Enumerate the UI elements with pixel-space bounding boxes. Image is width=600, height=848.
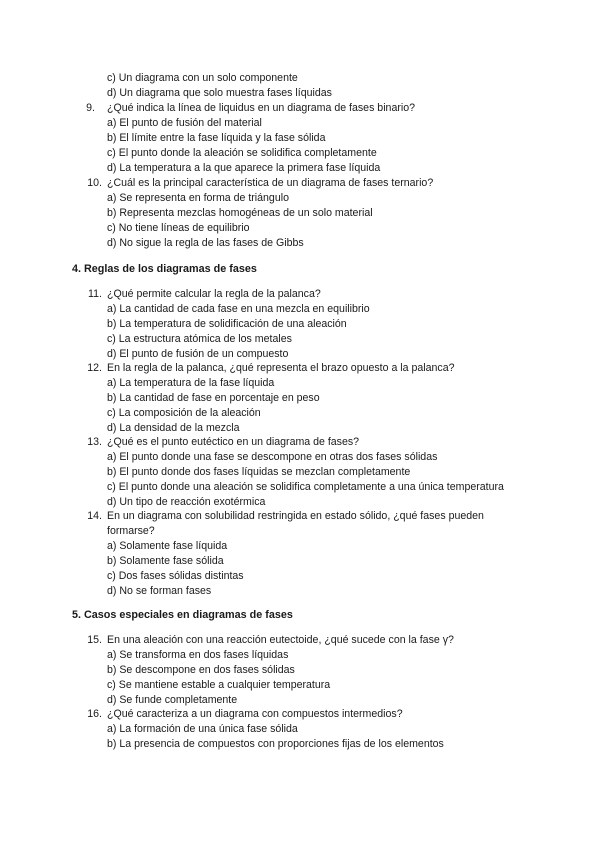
question-text: En la regla de la palanca, ¿qué representa el brazo opuesto a la palanca?	[107, 362, 455, 374]
option-d: d) El punto de fusión de un compuesto	[107, 348, 289, 360]
option-a: a) La temperatura de la fase líquida	[107, 377, 275, 389]
option-a: a) El punto de fusión del material	[107, 117, 262, 129]
question-text: En una aleación con una reacción eutectoide, ¿qué sucede con la fase γ?	[107, 634, 454, 646]
option-c: c) La composición de la aleación	[107, 407, 261, 419]
question-number: 14.	[87, 510, 102, 522]
question-number: 13.	[87, 436, 102, 448]
question-text: ¿Qué permite calcular la regla de la palanca?	[107, 288, 321, 300]
option-c: c) Un diagrama con un solo componente	[107, 72, 298, 84]
section-heading: 4. Reglas de los diagramas de fases	[72, 263, 257, 275]
option-a: a) La cantidad de cada fase en una mezcla en equilibrio	[107, 303, 370, 315]
option-b: b) El punto donde dos fases líquidas se mezclan completamente	[107, 466, 411, 478]
option-a: a) Se transforma en dos fases líquidas	[107, 649, 289, 661]
option-d: d) No sigue la regla de las fases de Gibbs	[107, 237, 304, 249]
question-number: 10.	[87, 177, 102, 189]
question-text-continued: formarse?	[107, 525, 155, 537]
question-number: 12.	[87, 362, 102, 374]
option-a: a) Se representa en forma de triángulo	[107, 192, 289, 204]
question-text: ¿Qué indica la línea de liquidus en un diagrama de fases binario?	[107, 102, 416, 114]
option-d: d) La temperatura a la que aparece la primera fase líquida	[107, 162, 381, 174]
option-b: b) Representa mezclas homogéneas de un solo material	[107, 207, 373, 219]
question-number: 11.	[88, 288, 102, 300]
section-heading: 5. Casos especiales en diagramas de fases	[72, 609, 293, 621]
option-c: c) La estructura atómica de los metales	[107, 333, 292, 345]
option-b: b) La temperatura de solidificación de una aleación	[107, 318, 347, 330]
option-c: c) Dos fases sólidas distintas	[107, 570, 244, 582]
option-b: b) Solamente fase sólida	[107, 555, 224, 567]
option-d: d) Un diagrama que solo muestra fases líquidas	[107, 87, 332, 99]
option-d: d) La densidad de la mezcla	[107, 422, 240, 434]
option-c: c) El punto donde la aleación se solidifica completamente	[107, 147, 377, 159]
question-text: ¿Qué es el punto eutéctico en un diagrama de fases?	[107, 436, 360, 448]
question-text: ¿Qué caracteriza a un diagrama con compuestos intermedios?	[107, 708, 403, 720]
option-b: b) El límite entre la fase líquida y la fase sólida	[107, 132, 326, 144]
option-a: a) El punto donde una fase se descompone en otras dos fases sólidas	[107, 451, 438, 463]
option-d: d) Se funde completamente	[107, 694, 238, 706]
question-number: 9.	[86, 102, 95, 114]
option-c: c) El punto donde una aleación se solidifica completamente a una única temperatura	[107, 481, 504, 493]
option-a: a) Solamente fase líquida	[107, 540, 228, 552]
option-b: b) Se descompone en dos fases sólidas	[107, 664, 295, 676]
question-text: ¿Cuál es la principal característica de un diagrama de fases ternario?	[107, 177, 434, 189]
option-d: d) Un tipo de reacción exotérmica	[107, 496, 266, 508]
option-a: a) La formación de una única fase sólida	[107, 723, 298, 735]
option-b: b) La cantidad de fase en porcentaje en peso	[107, 392, 320, 404]
option-c: c) Se mantiene estable a cualquier temperatura	[107, 679, 331, 691]
question-number: 16.	[87, 708, 102, 720]
option-b: b) La presencia de compuestos con proporciones fijas de los elementos	[107, 738, 444, 750]
option-c: c) No tiene líneas de equilibrio	[107, 222, 250, 234]
option-d: d) No se forman fases	[107, 585, 212, 597]
question-text: En un diagrama con solubilidad restringida en estado sólido, ¿qué fases pueden	[107, 510, 484, 522]
question-number: 15.	[87, 634, 102, 646]
